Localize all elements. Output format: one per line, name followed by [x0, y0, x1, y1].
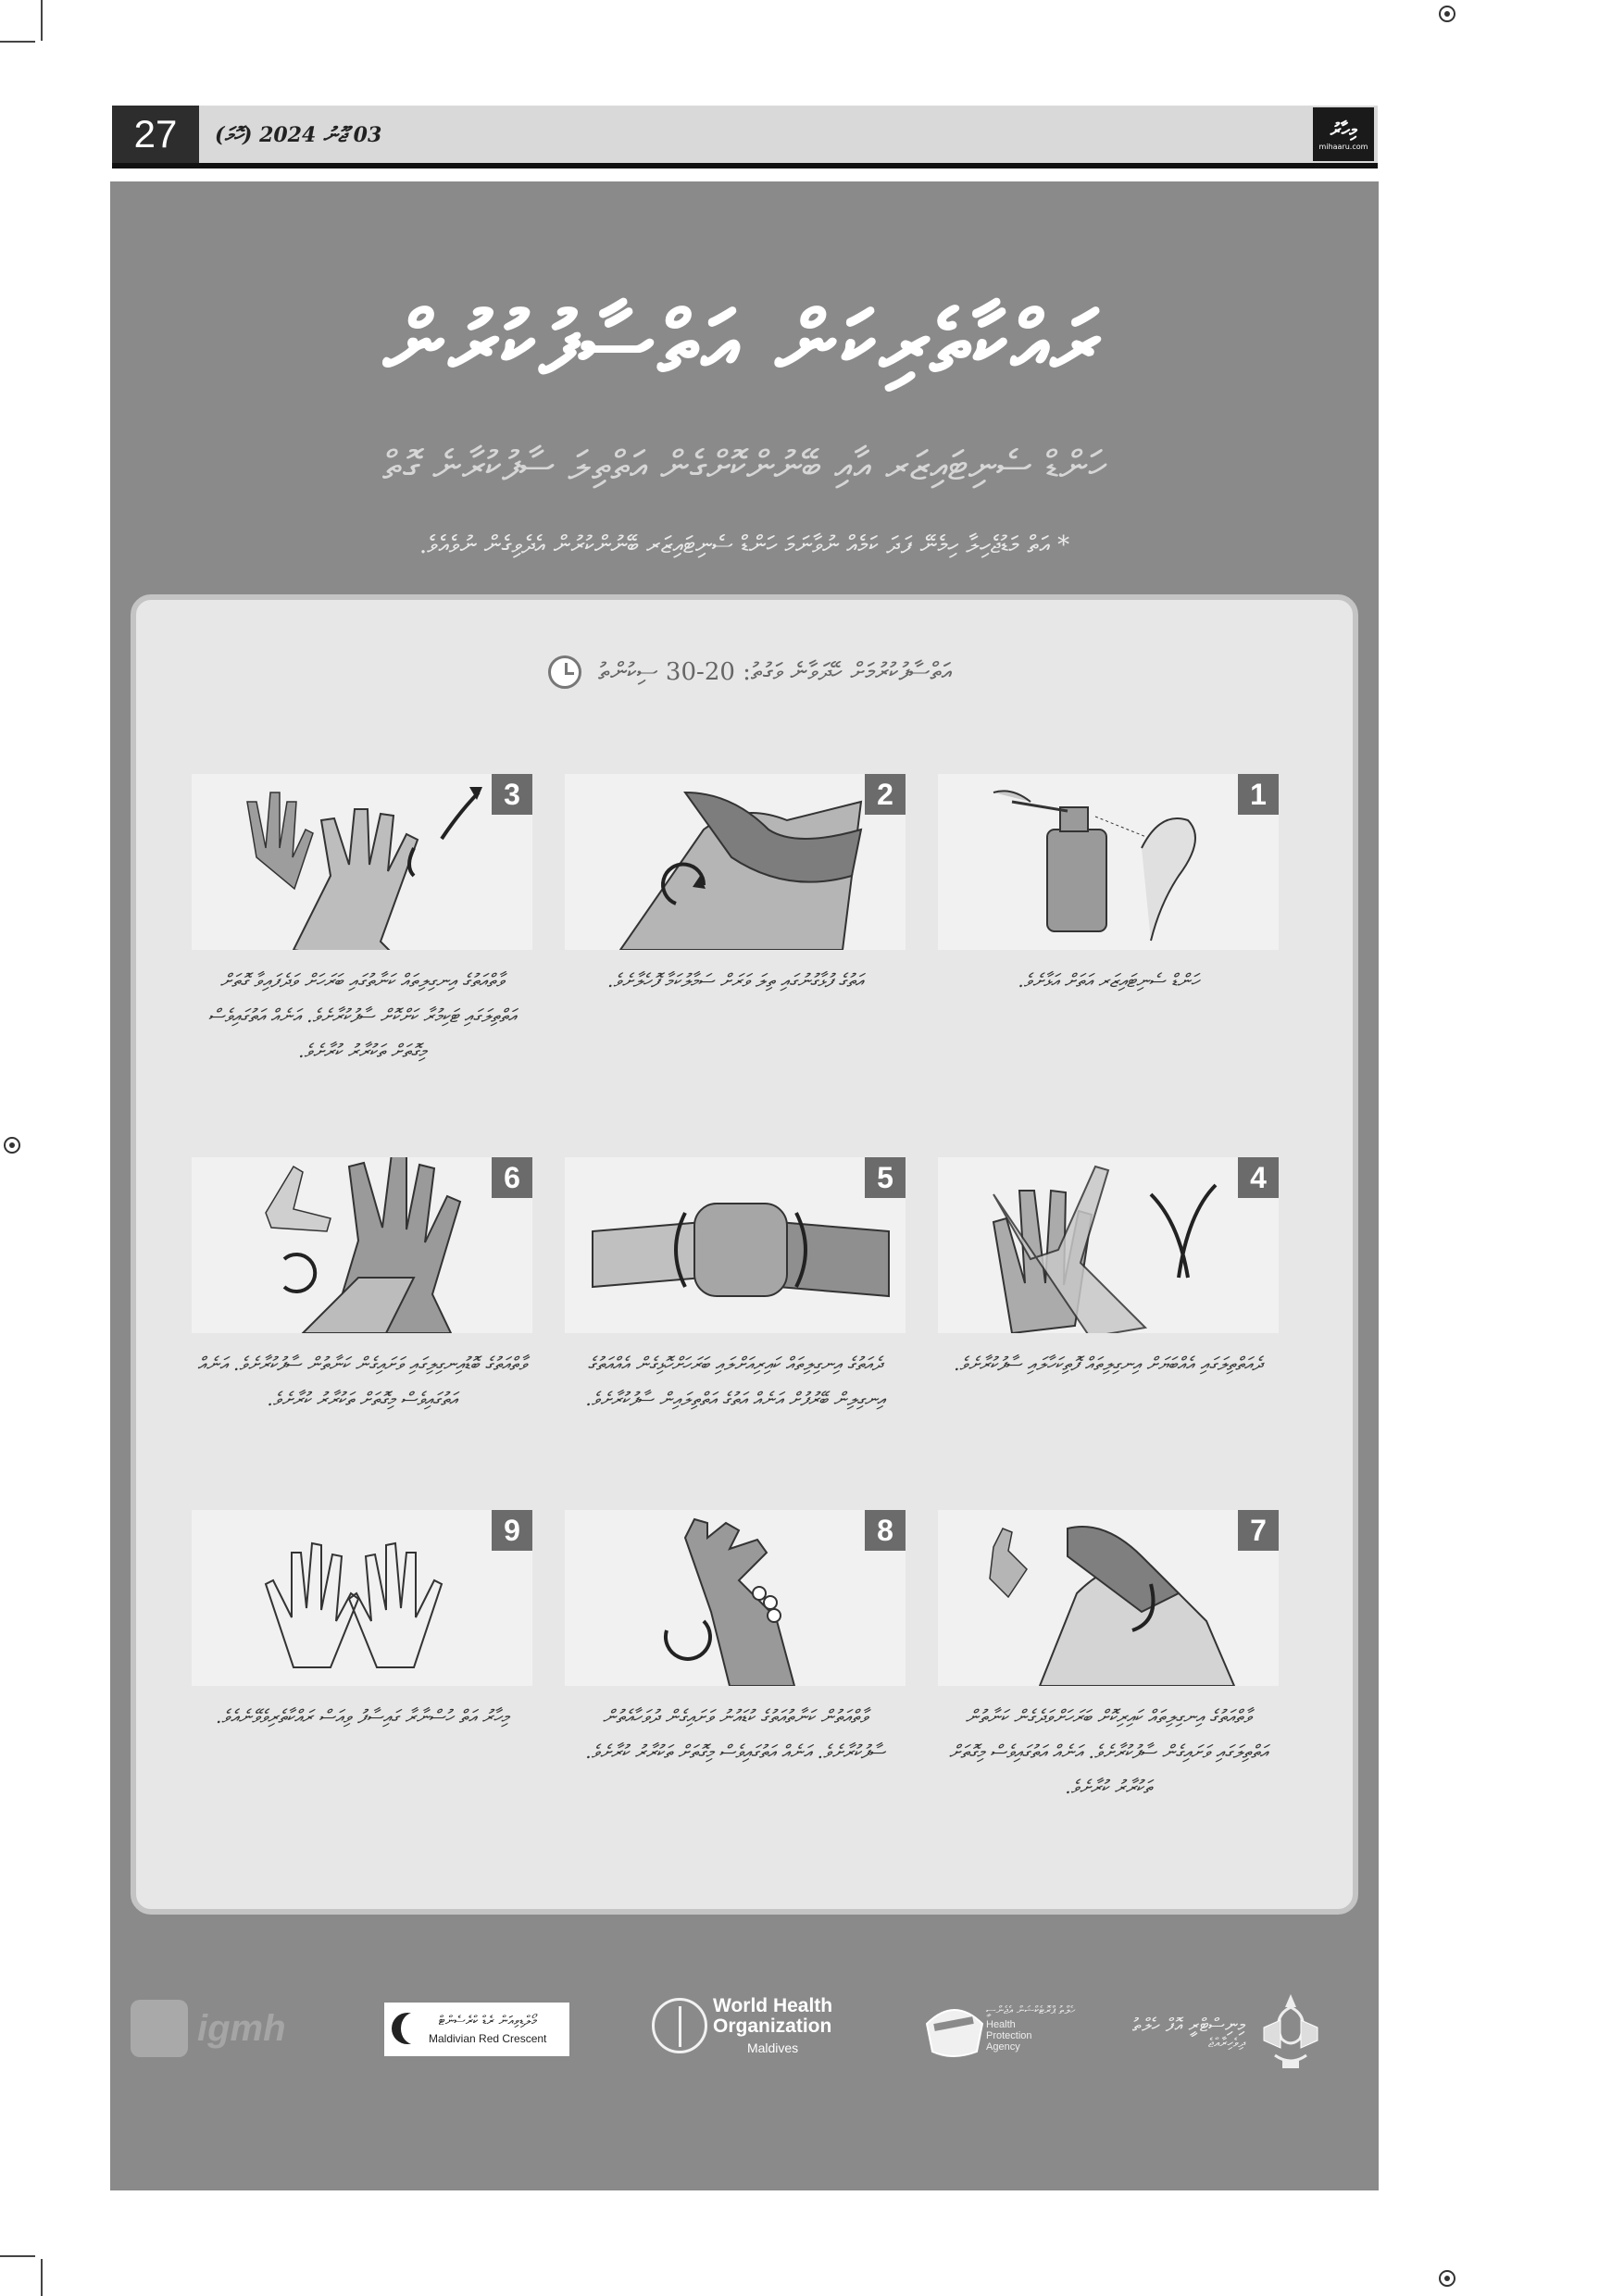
- page-number: 27: [112, 106, 199, 163]
- step-illustration: [565, 1157, 906, 1333]
- registration-mark: [1439, 6, 1455, 22]
- step-caption: އަތުގެ ފުޅާގުނުގައި ތިލަ ވަރަށް ސަމާލުކަމާ ފޮހެލާށެވެ.: [606, 969, 864, 992]
- step-number-badge: 7: [1238, 1510, 1279, 1551]
- step-6: [192, 1157, 532, 1416]
- logo-text: މިހާރު: [1330, 118, 1357, 141]
- step-illustration: [192, 1510, 532, 1686]
- registration-mark: [4, 1137, 20, 1154]
- who-line-2: Organization: [713, 2015, 832, 2037]
- logo-subtext: mihaaru.com: [1318, 142, 1368, 151]
- who-emblem-icon: [652, 1998, 707, 2053]
- step-5: [565, 1157, 906, 1416]
- step-number-badge: 2: [865, 774, 906, 815]
- step-caption: ހަންޑް ސެނިޓައިޒަރ އަތަށް އަޅާށެވެ.: [1018, 969, 1199, 992]
- step-illustration: [938, 774, 1279, 950]
- step-number-badge: 6: [492, 1157, 532, 1198]
- step-4: [938, 1157, 1279, 1381]
- crop-mark: [41, 0, 43, 41]
- crescent-icon: [390, 2009, 423, 2050]
- steps-panel: [131, 594, 1358, 1915]
- sanitizer-bottle-icon: [938, 774, 1279, 950]
- hpa-shield-icon: [921, 1996, 986, 2061]
- step-8: [565, 1510, 906, 1769]
- hpa-logo: [921, 1996, 1075, 2061]
- back-of-hand-icon: [192, 774, 532, 950]
- step-caption: ވާތްއަތުގެ އިނގިލިތައް ކައިރިކޮށް ބަރަހަށްވަދެގެން ކަނާތުން އަތްތިލަގައި ވަށައިގެން ސާފުކުރާށެވެ. އަނެއް އަތުގައިވެސް މިގޮތަށް ތަކުރާރު ކުރާށެވެ.: [948, 1705, 1268, 1798]
- step-number-badge: 3: [492, 774, 532, 815]
- step-illustration: [938, 1157, 1279, 1333]
- hpa-dhivehi: ހެލްތު ޕްރޮޓެކްޝަން އެޖެންސީ: [986, 2003, 1076, 2016]
- poster-note: * އަތް މަޑުޖެހިލާ ހިމެނޭ ފަދަ ކަމެއް ނުވާނަމަ ހަންޑް ސެނިޓައިޒަރ ބޭނުންކުރުން އެދެވިގެން ނުވެއެވެ.: [418, 531, 1070, 559]
- ministry-text: [1132, 2014, 1245, 2051]
- thumb-rubbing-icon: [192, 1157, 532, 1333]
- step-illustration: [565, 774, 906, 950]
- ministry-of-health-logo: [1132, 1990, 1327, 2074]
- red-crescent-dhivehi: މޯލްޑިވިއަން ރެޑް ކްރެސެންޓް: [438, 2014, 537, 2028]
- who-line-1: World Health: [713, 1995, 833, 2016]
- step-number-badge: 9: [492, 1510, 532, 1551]
- step-caption: ދެއަތުގެ އިނގިލިތައް ކައިރިއަށްލައި ބަރަހަށްހޮޅިގެން އެއްއަތުގެ އިނގިލިން ބޭރުފުށް އަނެއް އަތުގެ އަތްތިލައިން ސާފުކުރާށެވެ.: [585, 1353, 885, 1410]
- step-number-badge: 4: [1238, 1157, 1279, 1198]
- step-caption: ވާތްއަތުގެ ބޮޑުއިނގިލިގައި ވަށައިގެން ކަނާތުން ސާފުކުރާށެވެ. އަނެއް އަތުގައިވެސް މިގޮތަށް ތަކުރާރު ކުރާށެވެ.: [197, 1353, 527, 1410]
- red-crescent-english: Maldivian Red Crescent: [429, 2032, 547, 2045]
- step-number-badge: 8: [865, 1510, 906, 1551]
- step-caption: ވާތްއަތުގެ އިނގިލިތައް ކަނާތުގައި ބަރަހަށް ވަދެފައިވާ ގޮތަށް އަތްތިލަގައި ޓަކިމުރާ ކަށްކޮށް ސާފުކުރާށެވެ. އަނެއް އަތުގައިވެސް މިގޮތަށް ތަކުރާރު ކުރާށެވެ.: [207, 969, 517, 1062]
- step-number-badge: 1: [1238, 774, 1279, 815]
- duration-line: [136, 655, 1364, 689]
- red-crescent-text: [429, 2014, 546, 2045]
- step-1: [938, 774, 1279, 998]
- step-illustration: [565, 1510, 906, 1686]
- step-caption: ދެއަތްތިލަގައި އެއްބަޔަށް އިނގިލިތައް ފޮތިކަހާލައި ސާފުކުރާށެވެ.: [954, 1353, 1263, 1375]
- crop-mark: [0, 2255, 35, 2257]
- interlaced-fingers-icon: [938, 1157, 1279, 1333]
- hpa-en-2: Protection: [986, 2030, 1032, 2041]
- palm-rubbing-icon: [565, 774, 906, 950]
- red-crescent-logo: [383, 2002, 570, 2057]
- who-logo: [652, 1996, 832, 2055]
- crop-mark: [0, 41, 35, 43]
- step-2: [565, 774, 906, 998]
- crop-mark: [41, 2259, 43, 2296]
- poster-title: ރައްކާތެރިކަން އަތްސާފުކުރުން: [383, 293, 1106, 393]
- wrist-rubbing-icon: [565, 1510, 906, 1686]
- duration-text: އަތްސާފުކުރުމަށް ހޭދަވާނެ ވަގުތު: 20-30 ސިކުންތު: [598, 657, 952, 686]
- partner-logos: [110, 1978, 1379, 2089]
- step-caption: ވާތްއަތުން ކަނާތުއަތުގެ ކުޑައުނު ވަށައިގެން ދުވަހާއެތުން ސާފުކުރާށެވެ. އަނެއް އަތުގައިވެސް މިގޮތަށް ތަކުރާރު ކުރާށެވެ.: [585, 1705, 885, 1763]
- hpa-en-1: Health: [986, 2019, 1016, 2030]
- handwash-poster: [110, 181, 1379, 2190]
- igmh-text: igmh: [197, 2007, 286, 2049]
- ministry-line-1: މިނިސްޓްރީ އޮފް ހެލްތު: [1132, 2014, 1245, 2036]
- clock-icon: [548, 655, 581, 689]
- poster-subtitle: ހަންޑް ސެނިޓައިޒަރ އާއި ބޭނުންކޮށްގެން އަތްތިލަ ސާފުކުރާނެ ގޮތް: [382, 443, 1106, 490]
- clean-hands-icon: [192, 1510, 532, 1686]
- registration-mark: [1439, 2270, 1455, 2287]
- newspaper-logo: [1313, 107, 1374, 161]
- issue-date: 03 ޖޫނު 2024 (ހޮމަ): [215, 123, 382, 147]
- fingertips-in-palm-icon: [938, 1510, 1279, 1686]
- locked-fingers-icon: [565, 1157, 906, 1333]
- who-text: [713, 1996, 832, 2055]
- step-9: [192, 1510, 532, 1734]
- step-3: [192, 774, 532, 1068]
- step-illustration: [192, 774, 532, 950]
- igmh-logo: [131, 2000, 286, 2057]
- igmh-icon: [131, 2000, 188, 2057]
- red-crescent-box: [383, 2002, 570, 2057]
- step-illustration: [192, 1157, 532, 1333]
- step-number-badge: 5: [865, 1157, 906, 1198]
- header-rule: [112, 163, 1378, 168]
- step-7: [938, 1510, 1279, 1804]
- step-illustration: [938, 1510, 1279, 1686]
- hpa-text: [986, 2004, 1075, 2053]
- who-line-3: Maldives: [746, 2040, 799, 2055]
- national-emblem-icon: [1255, 1990, 1327, 2074]
- hpa-en-3: Agency: [986, 2041, 1020, 2053]
- step-caption: މިހާރު އަތް ހުސްނާރާ ގައިސާފު ވިއަސް ރައްކާތެރިވެވޭނެއެވެ.: [215, 1705, 509, 1728]
- ministry-line-2: ދިވެހިރާއްޖެ: [1207, 2036, 1245, 2051]
